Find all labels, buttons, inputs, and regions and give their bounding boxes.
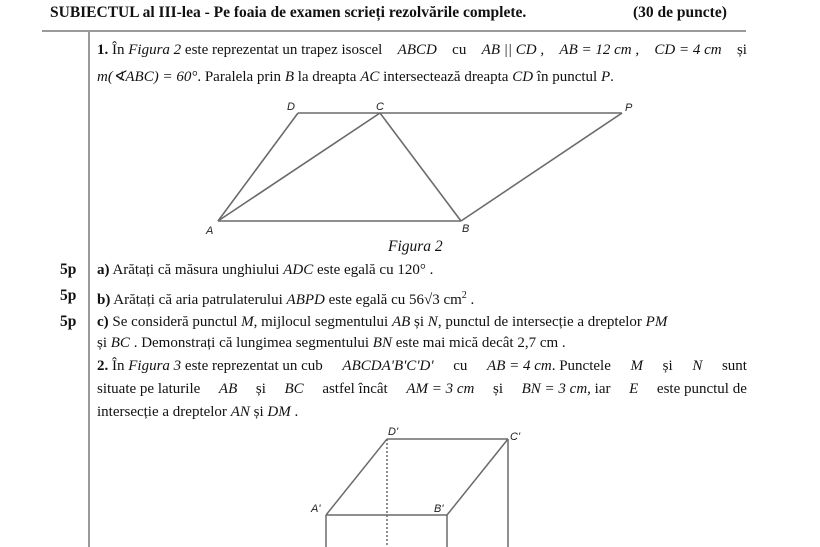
math: N bbox=[427, 314, 438, 330]
math-bn: BN = 3 cm bbox=[521, 381, 588, 397]
text: și bbox=[492, 381, 503, 397]
math-cd: CD bbox=[512, 69, 534, 85]
math-ab: AB = 4 cm bbox=[487, 358, 552, 374]
exponent: 2 bbox=[461, 290, 467, 301]
segment-cb bbox=[380, 113, 461, 221]
math-cube: ABCDA'B'C'D' bbox=[342, 358, 434, 374]
math-n: N bbox=[692, 358, 703, 374]
math-abcd: ABCD bbox=[397, 42, 437, 58]
math-cd: CD = 4 cm bbox=[654, 42, 722, 58]
label-d-prime: D' bbox=[388, 426, 399, 438]
text: și bbox=[662, 358, 673, 374]
math-ab: AB = 12 cm , bbox=[559, 42, 640, 58]
math: PM bbox=[645, 314, 668, 330]
label-a: A bbox=[206, 225, 214, 237]
text: cu bbox=[453, 358, 468, 374]
item-c-line1 bbox=[97, 312, 667, 332]
section-points: (30 de puncte) bbox=[633, 4, 727, 21]
segment-ad bbox=[218, 113, 298, 221]
math: ADC bbox=[283, 262, 314, 278]
edge-a1d1 bbox=[326, 439, 387, 515]
text: . bbox=[294, 404, 299, 420]
problem2-line2 bbox=[97, 379, 747, 399]
text: . bbox=[610, 69, 614, 85]
math-parallel: AB || CD , bbox=[481, 42, 545, 58]
math: BC bbox=[110, 335, 130, 351]
label-b: B bbox=[462, 223, 470, 235]
figure-ref: Figura 3 bbox=[128, 358, 182, 374]
math: M bbox=[241, 314, 254, 330]
figure-2-caption: Figura 2 bbox=[388, 238, 443, 255]
edge-b1c1 bbox=[447, 439, 508, 515]
text: . Paralela prin bbox=[197, 69, 282, 85]
math-e: E bbox=[629, 381, 639, 397]
math-ac: AC bbox=[360, 69, 380, 85]
math-an: AN bbox=[230, 404, 250, 420]
label-a-prime: A' bbox=[311, 503, 321, 515]
text: cu bbox=[452, 42, 467, 58]
math-value: 56√3 cm bbox=[408, 292, 462, 308]
figure-2-trapezoid bbox=[218, 113, 622, 221]
text: este punctul de bbox=[656, 381, 747, 397]
section-title: SUBIECTUL al III-lea - Pe foaia de examen scrieți rezolvările complete. bbox=[50, 4, 527, 21]
text: , mijlocul segmentului bbox=[253, 314, 389, 330]
text: și bbox=[255, 381, 266, 397]
item-letter: b) bbox=[97, 292, 111, 308]
text: În bbox=[112, 42, 125, 58]
text: intersecție a dreptelor bbox=[97, 404, 227, 420]
text: sunt bbox=[721, 358, 747, 374]
label-d: D bbox=[287, 101, 295, 113]
text: Arătați că măsura unghiului bbox=[112, 262, 280, 278]
item-a bbox=[97, 260, 433, 280]
math-b: B bbox=[284, 69, 294, 85]
text: intersectează dreapta bbox=[383, 69, 509, 85]
text: astfel încât bbox=[322, 381, 388, 397]
text: și bbox=[97, 335, 108, 351]
figure-ref: Figura 2 bbox=[128, 42, 182, 58]
text: , punctul de intersecție a dreptelor bbox=[437, 314, 642, 330]
points-a: 5p bbox=[60, 261, 77, 278]
problem2-number: 2. bbox=[97, 358, 109, 374]
math-angle: m(∢ABC) = 60° bbox=[97, 69, 198, 85]
segment-bp bbox=[461, 113, 622, 221]
math-am: AM = 3 cm bbox=[406, 381, 475, 397]
item-letter: c) bbox=[97, 314, 109, 330]
figure-3-cube bbox=[326, 439, 508, 547]
label-p: P bbox=[625, 102, 633, 114]
text: situate pe laturile bbox=[97, 381, 201, 397]
item-letter: a) bbox=[97, 262, 110, 278]
text: și bbox=[736, 42, 747, 58]
segment-ac bbox=[218, 113, 380, 221]
text: . Punctele bbox=[551, 358, 611, 374]
text: este egală cu bbox=[328, 292, 406, 308]
text: în punctul bbox=[536, 69, 598, 85]
math-p: P bbox=[600, 69, 611, 85]
problem2-line1 bbox=[97, 356, 747, 376]
points-c: 5p bbox=[60, 313, 77, 330]
math: BN bbox=[372, 335, 392, 351]
math-ab: AB bbox=[218, 381, 238, 397]
label-c: C bbox=[376, 101, 384, 113]
text: Arătați că aria patrulaterului bbox=[113, 292, 283, 308]
text: este egală cu 120° . bbox=[316, 262, 434, 278]
text: . Demonstrați că lungimea segmentului bbox=[133, 335, 370, 351]
math: AB bbox=[391, 314, 411, 330]
math-m: M bbox=[630, 358, 644, 374]
text: este reprezentat un cub bbox=[184, 358, 323, 374]
item-b bbox=[97, 286, 474, 310]
problem2-line3 bbox=[97, 402, 298, 422]
item-c-line2 bbox=[97, 333, 566, 353]
text: Se consideră punctul bbox=[112, 314, 238, 330]
text: este reprezentat un trapez isoscel bbox=[184, 42, 383, 58]
math-bc: BC bbox=[284, 381, 304, 397]
label-b-prime: B' bbox=[434, 503, 444, 515]
text: și bbox=[253, 404, 264, 420]
text: , iar bbox=[587, 381, 611, 397]
problem1-number: 1. bbox=[97, 42, 109, 58]
math-dm: DM bbox=[267, 404, 291, 420]
text: la dreapta bbox=[297, 69, 357, 85]
points-b: 5p bbox=[60, 287, 77, 304]
text: este mai mică decât 2,7 cm . bbox=[395, 335, 566, 351]
text: . bbox=[470, 292, 475, 308]
math: ABPD bbox=[286, 292, 325, 308]
text: În bbox=[112, 358, 125, 374]
label-c-prime: C' bbox=[510, 431, 521, 443]
text: și bbox=[414, 314, 425, 330]
